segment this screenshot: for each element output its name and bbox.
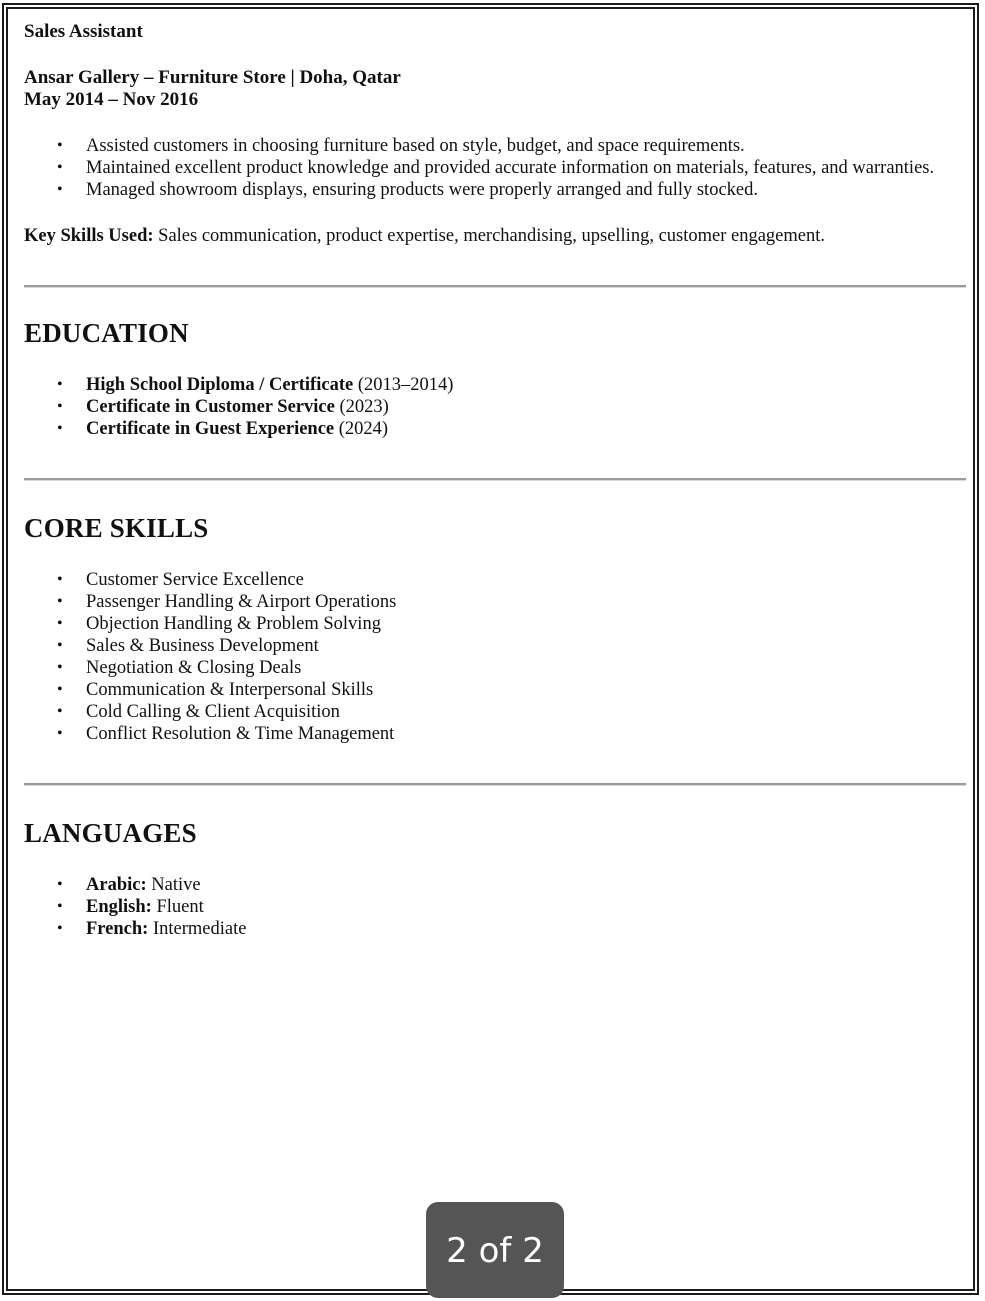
list-item: • Passenger Handling & Airport Operations [57,592,397,612]
duties-list [24,135,966,201]
employment-dates: May 2014 – Nov 2016 [24,89,199,110]
list-item: • Certificate in Guest Experience (2024) [57,419,389,439]
bullet-icon: • [57,637,63,654]
bullet-icon: • [57,181,63,198]
bullet-icon: • [57,725,63,742]
section-divider [24,285,966,288]
list-item: • Cold Calling & Client Acquisition [57,702,340,722]
bullet-icon: • [57,398,63,415]
document-page [24,20,966,940]
list-item: • Certificate in Customer Service (2023) [57,397,389,417]
list-item: • Conflict Resolution & Time Management [57,724,395,744]
languages-list [24,874,966,940]
list-item: • French: Intermediate [57,919,247,939]
bullet-icon: • [57,376,63,393]
section-divider [24,478,966,481]
languages-heading: LANGUAGES [24,818,197,848]
job-title: Sales Assistant [24,21,143,42]
page-indicator: 2 of 2 [426,1202,564,1298]
bullet-icon: • [57,159,63,176]
list-item: • Assisted customers in choosing furniture based on style, budget, and space requirements. [57,136,745,156]
bullet-icon: • [57,920,63,937]
bullet-icon: • [57,615,63,632]
bullet-icon: • [57,659,63,676]
list-item: • Communication & Interpersonal Skills [57,680,374,700]
bullet-icon: • [57,703,63,720]
list-item: • Arabic: Native [57,875,201,895]
list-item: • Negotiation & Closing Deals [57,658,302,678]
list-item: • Objection Handling & Problem Solving [57,614,381,634]
bullet-icon: • [57,898,63,915]
section-divider [24,783,966,786]
employer-line: Ansar Gallery – Furniture Store | Doha, Qatar [24,67,401,88]
list-item: • Sales & Business Development [57,636,319,656]
key-skills-label: Key Skills Used: [24,226,154,246]
bullet-icon: • [57,681,63,698]
list-item: • Customer Service Excellence [57,570,304,590]
core-skills-list [24,569,966,745]
key-skills-used [24,225,966,247]
list-item: • English: Fluent [57,897,204,917]
education-heading: EDUCATION [24,318,189,348]
list-item: • Maintained excellent product knowledge and provided accurate information on materials, features, and warranties. [57,158,935,178]
experience-entry [24,20,966,247]
key-skills-text: Sales communication, product expertise, merchandising, upselling, customer engagement. [153,226,826,246]
bullet-icon: • [57,571,63,588]
core-skills-heading: CORE SKILLS [24,513,209,543]
list-item: • High School Diploma / Certificate (2013–2014) [57,375,454,395]
list-item: • Managed showroom displays, ensuring products were properly arranged and fully stocked. [57,180,758,200]
bullet-icon: • [57,876,63,893]
bullet-icon: • [57,137,63,154]
bullet-icon: • [57,593,63,610]
bullet-icon: • [57,420,63,437]
education-list [24,374,966,440]
